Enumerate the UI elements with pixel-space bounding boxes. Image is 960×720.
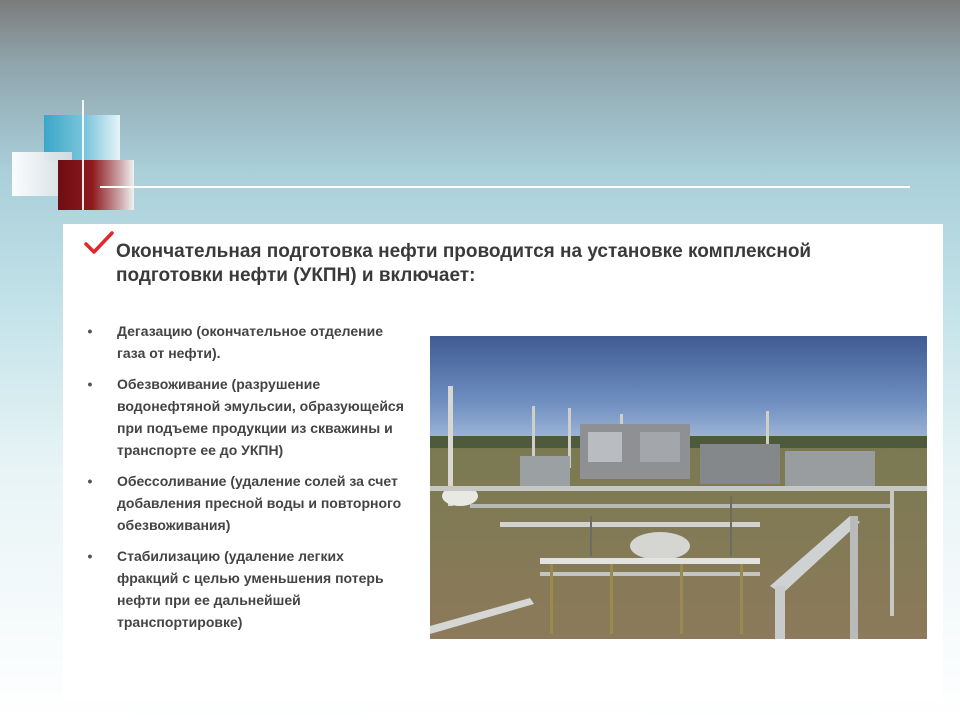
list-item [85, 320, 405, 364]
bullet-marker: • [87, 376, 93, 392]
bullet-list [85, 320, 405, 642]
checkmark-icon [83, 230, 115, 256]
list-item [85, 545, 405, 633]
oil-treatment-plant-photo [430, 336, 927, 639]
bullet-text: Стабилизацию (удаление легких фракций с целью уменьшения потерь нефти при ее дальнейшей транспортировке) [117, 548, 384, 630]
bullet-marker: • [87, 548, 93, 564]
logo-square-red [58, 160, 134, 210]
bullet-text: Обессоливание (удаление солей за счет добавления пресной воды и повторного обезвоживания) [117, 473, 402, 533]
slide-heading: Окончательная подготовка нефти проводится на установке комплексной подготовки нефти (УКПН) и включает: [116, 241, 812, 286]
bullet-marker: • [87, 323, 93, 339]
bullet-marker: • [87, 473, 93, 489]
title-divider-line [100, 186, 910, 188]
list-item [85, 373, 405, 461]
bullet-text: Обезвоживание (разрушение водонефтяной эмульсии, образующейся при подъеме продукции из скважины и транспорте ее до УКПН) [117, 376, 404, 458]
bullet-text: Дегазацию (окончательное отделение газа от нефти). [117, 323, 384, 361]
list-item [85, 470, 405, 536]
content-panel [63, 224, 943, 702]
logo-vertical-line [82, 100, 84, 210]
